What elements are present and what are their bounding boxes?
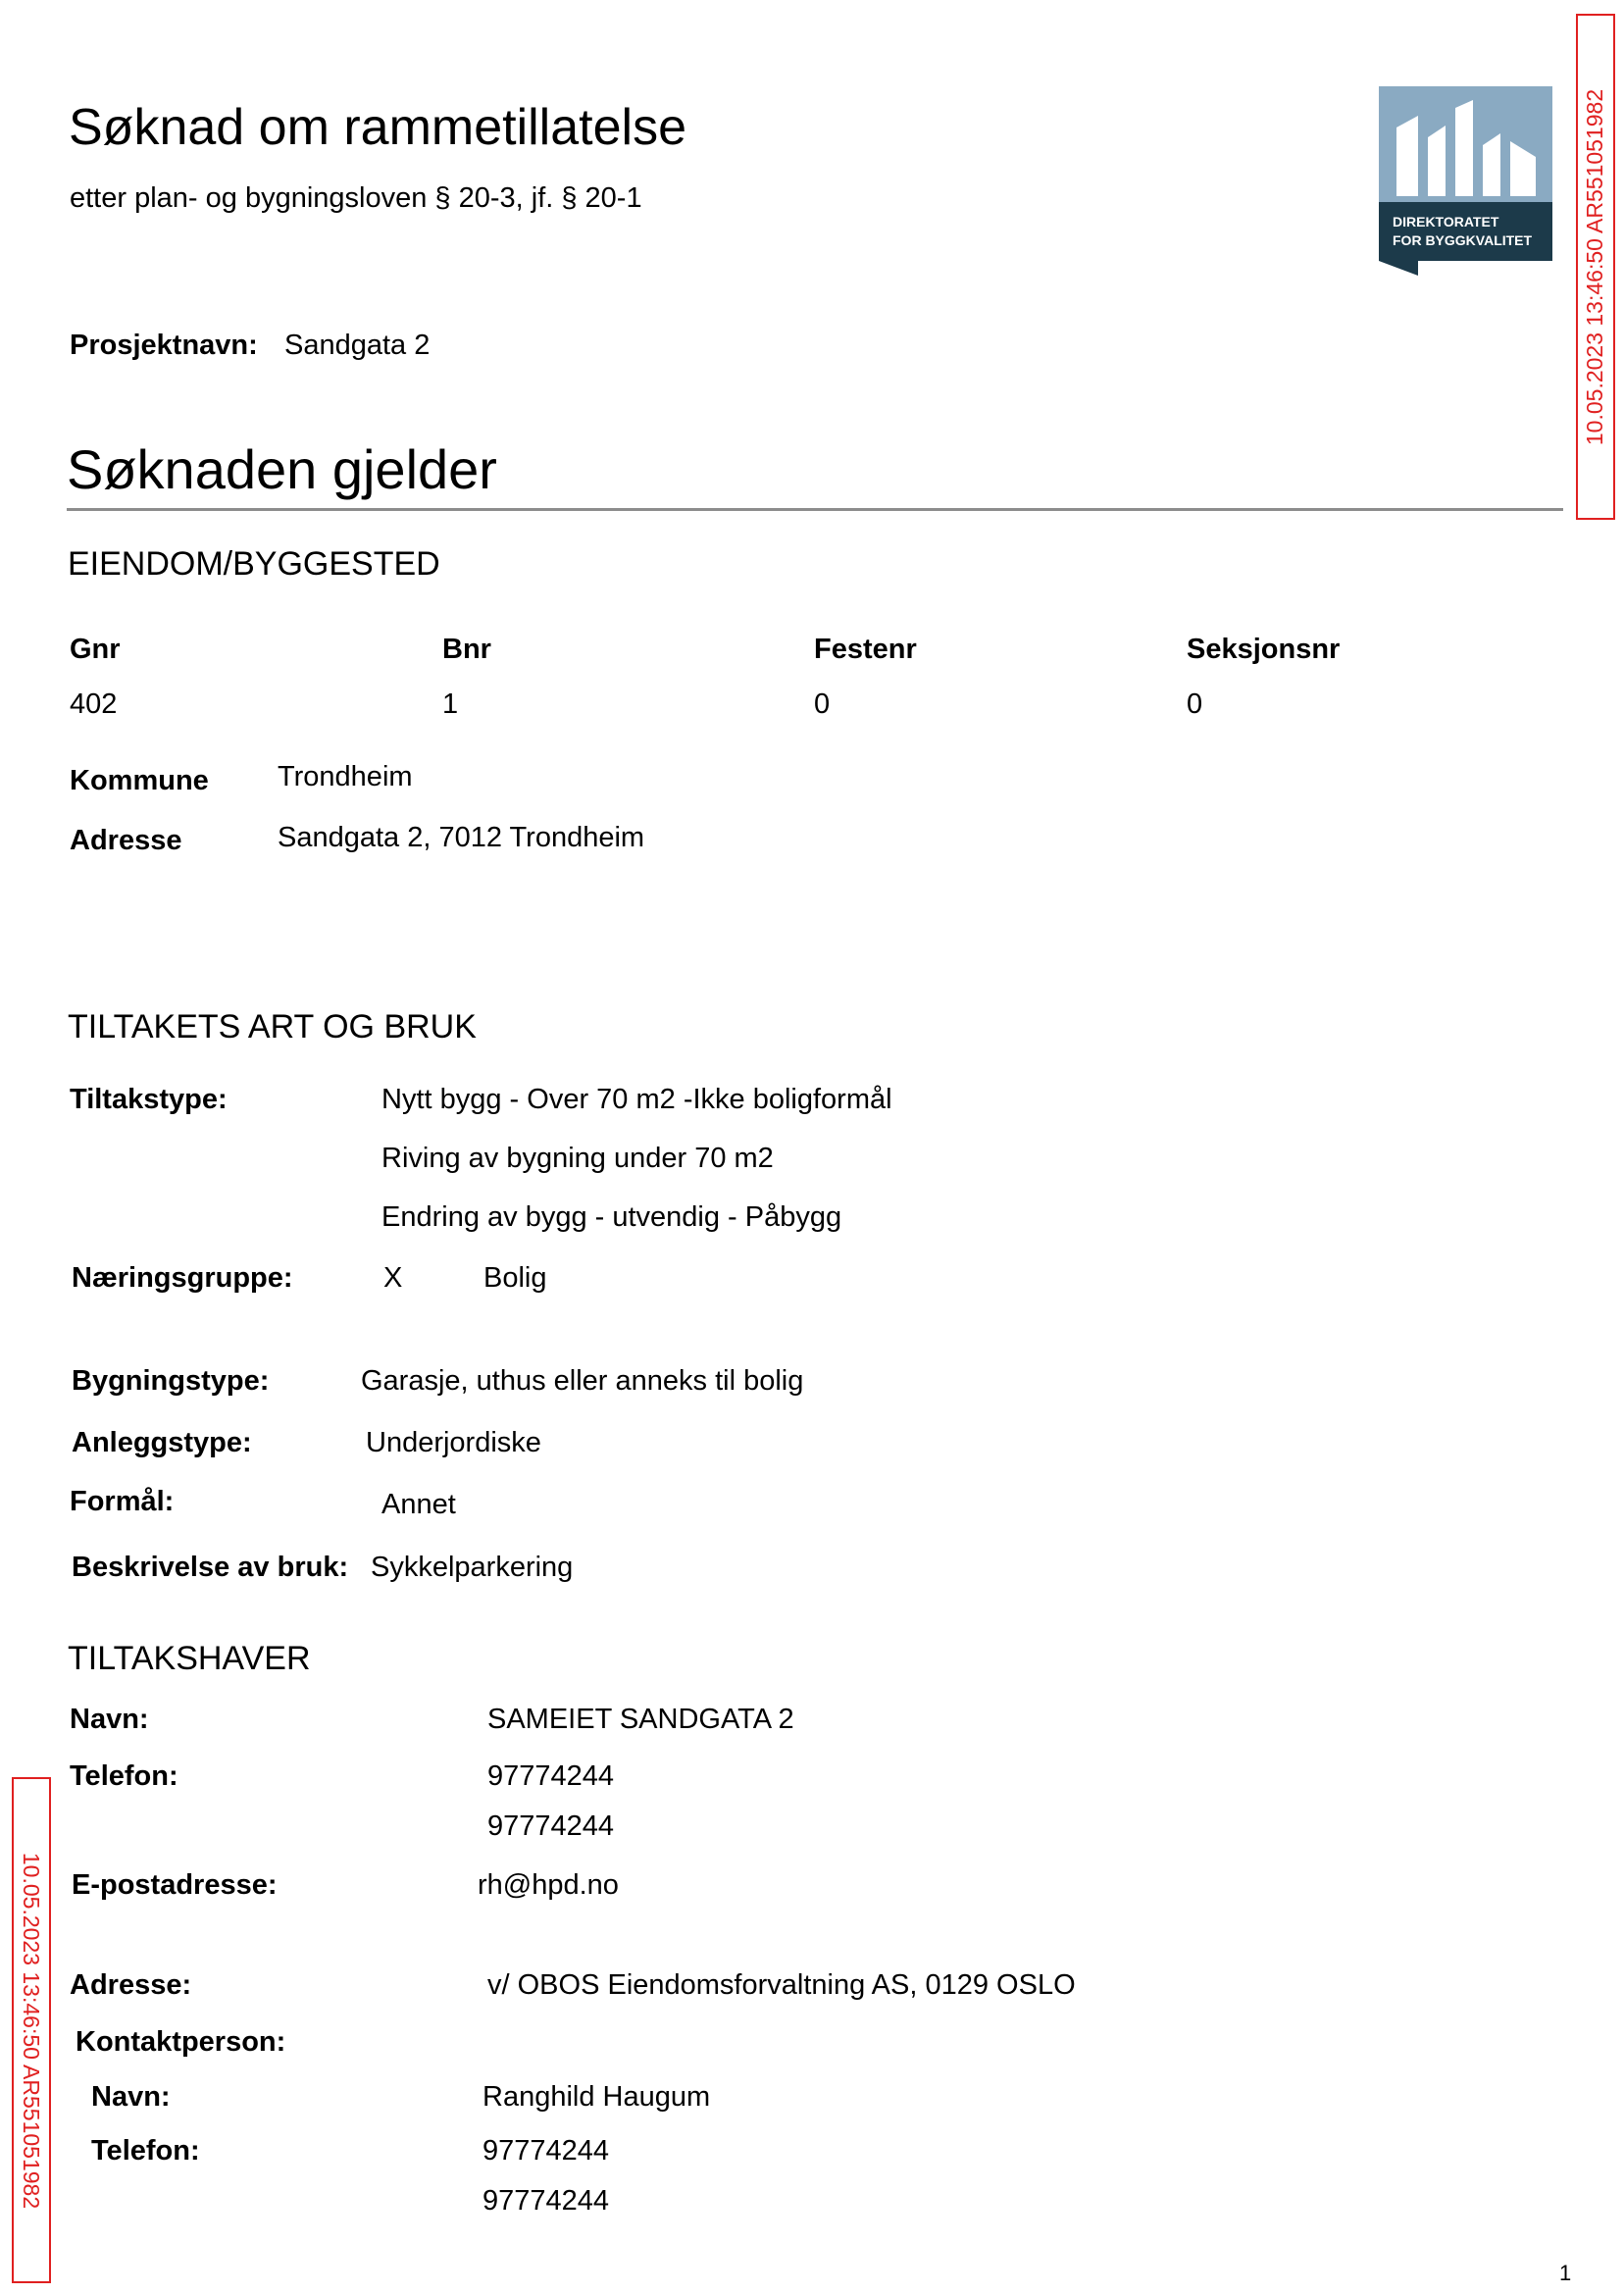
tiltakshaver-telefon-value-2: 97774244 — [487, 1810, 615, 1842]
document-title: Søknad om rammetillatelse — [69, 99, 686, 156]
bygningstype-label: Bygningstype: — [72, 1365, 270, 1397]
page-number: 1 — [1559, 2261, 1572, 2285]
logo-band — [1379, 202, 1552, 261]
formal-value: Annet — [381, 1489, 456, 1520]
dibk-logo-graphic — [1379, 86, 1552, 276]
anleggstype-value: Underjordiske — [366, 1427, 541, 1458]
dibk-logo — [1379, 86, 1552, 276]
tiltakstype-value-1: Nytt bygg - Over 70 m2 -Ikke boligformål — [381, 1084, 892, 1115]
section-divider — [67, 508, 1563, 511]
beskrivelse-label: Beskrivelse av bruk: — [72, 1552, 349, 1583]
col-header-bnr: Bnr — [442, 634, 491, 665]
kommune-label: Kommune — [70, 765, 209, 796]
received-stamp-bottom — [12, 1777, 51, 2283]
tiltakshaver-heading: TILTAKSHAVER — [68, 1640, 311, 1677]
tiltak-heading: TILTAKETS ART OG BRUK — [68, 1008, 477, 1045]
naeringsgruppe-value: Bolig — [483, 1262, 547, 1294]
kontaktperson-telefon-value-1: 97774244 — [482, 2135, 610, 2167]
logo-text-line2: FOR BYGGKVALITET — [1393, 232, 1533, 248]
tiltakstype-value-2: Riving av bygning under 70 m2 — [381, 1143, 774, 1174]
naeringsgruppe-label: Næringsgruppe: — [72, 1262, 293, 1294]
adresse-label: Adresse — [70, 825, 182, 856]
logo-text-line1: DIREKTORATET — [1393, 214, 1499, 229]
kontaktperson-telefon-label: Telefon: — [91, 2135, 200, 2167]
tiltakstype-label: Tiltakstype: — [70, 1084, 228, 1115]
col-header-seksjonsnr: Seksjonsnr — [1187, 634, 1341, 665]
epost-label: E-postadresse: — [72, 1869, 278, 1901]
naeringsgruppe-code: X — [383, 1262, 403, 1294]
formal-label: Formål: — [70, 1486, 175, 1517]
value-bnr: 1 — [442, 688, 459, 720]
document-subtitle: etter plan- og bygningsloven § 20-3, jf. § 20-1 — [70, 182, 642, 214]
beskrivelse-value: Sykkelparkering — [371, 1552, 574, 1583]
received-stamp-bottom-text: 10.05.2023 13:46:50 AR551051982 — [19, 1852, 45, 2209]
epost-value: rh@hpd.no — [478, 1869, 619, 1901]
kontaktperson-label: Kontaktperson: — [76, 2026, 286, 2058]
adresse-value: Sandgata 2, 7012 Trondheim — [278, 822, 645, 853]
received-stamp-top — [1576, 14, 1615, 520]
bygningstype-value: Garasje, uthus eller anneks til bolig — [361, 1365, 804, 1397]
tiltakshaver-telefon-label: Telefon: — [70, 1760, 178, 1792]
col-header-gnr: Gnr — [70, 634, 121, 665]
kontaktperson-navn-label: Navn: — [91, 2081, 171, 2113]
received-stamp-top-text: 10.05.2023 13:46:50 AR551051982 — [1582, 88, 1608, 445]
section-title: Søknaden gjelder — [67, 438, 497, 500]
anleggstype-label: Anleggstype: — [72, 1427, 252, 1458]
value-gnr: 402 — [70, 688, 118, 720]
kontaktperson-navn-value: Ranghild Haugum — [482, 2081, 711, 2113]
tiltakshaver-telefon-value-1: 97774244 — [487, 1760, 615, 1792]
value-festenr: 0 — [814, 688, 831, 720]
col-header-festenr: Festenr — [814, 634, 917, 665]
value-seksjonsnr: 0 — [1187, 688, 1203, 720]
kommune-value: Trondheim — [278, 761, 413, 792]
kontaktperson-telefon-value-2: 97774244 — [482, 2185, 610, 2217]
property-heading: EIENDOM/BYGGESTED — [68, 545, 440, 583]
tiltakshaver-adresse-label: Adresse: — [70, 1969, 192, 2001]
tiltakshaver-navn-label: Navn: — [70, 1704, 149, 1735]
tiltakstype-value-3: Endring av bygg - utvendig - Påbygg — [381, 1201, 842, 1233]
project-name-value: Sandgata 2 — [284, 330, 431, 361]
tiltakshaver-adresse-value: v/ OBOS Eiendomsforvaltning AS, 0129 OSLO — [487, 1969, 1076, 2001]
tiltakshaver-navn-value: SAMEIET SANDGATA 2 — [487, 1704, 794, 1735]
logo-flag-tail — [1379, 261, 1418, 276]
project-name-label: Prosjektnavn: — [70, 330, 258, 361]
